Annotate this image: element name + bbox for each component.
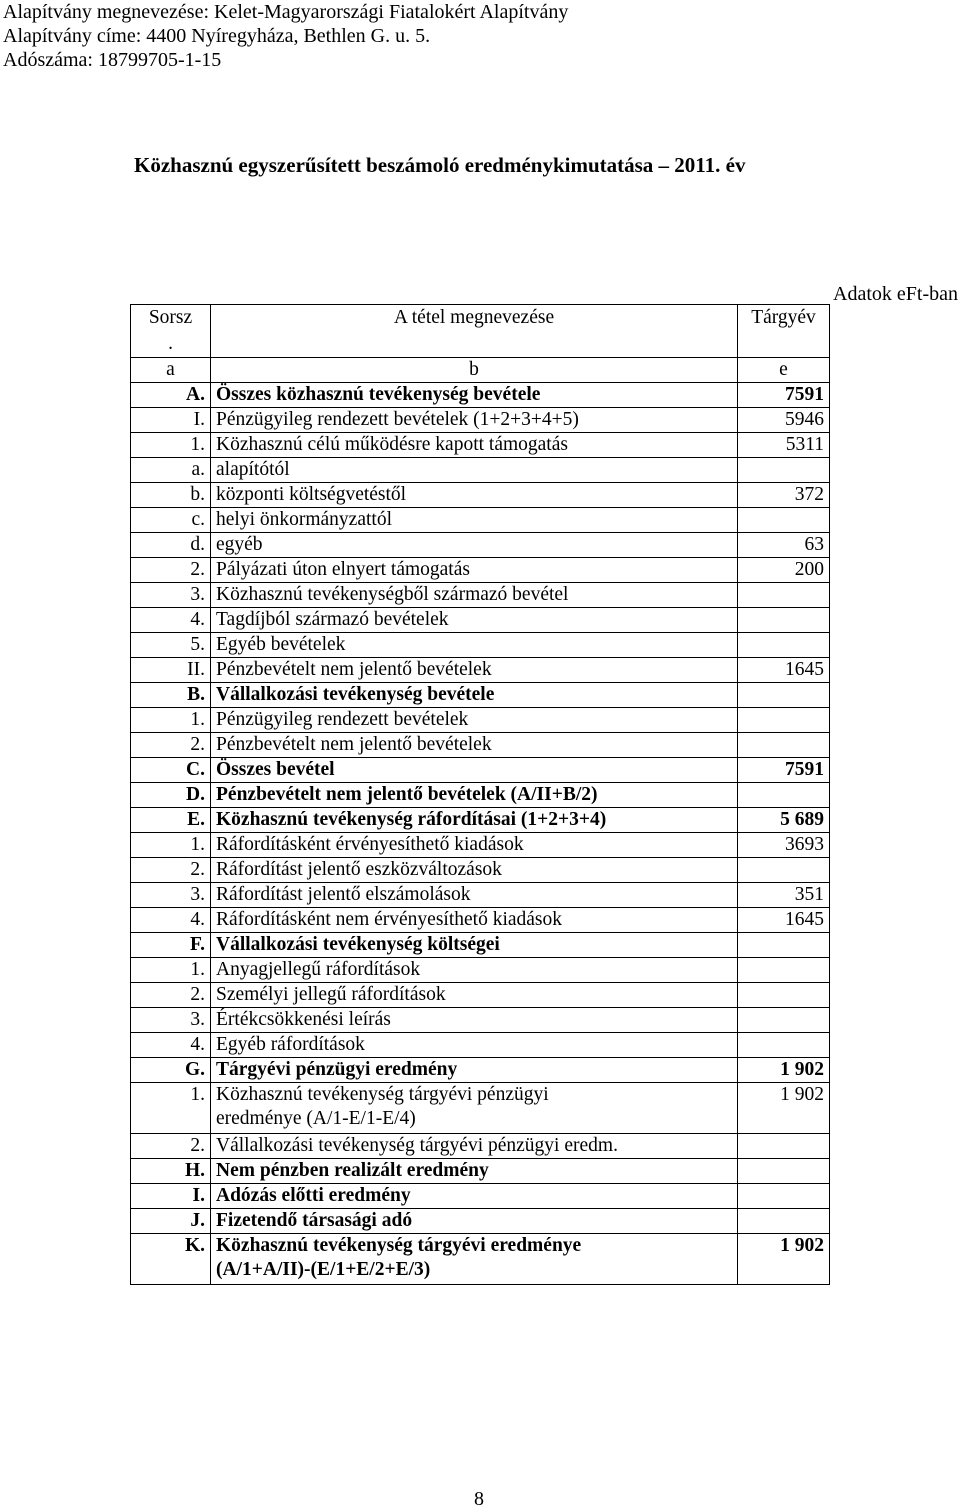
row-number: I. [131, 408, 211, 433]
table-row [131, 833, 830, 858]
table-row [131, 508, 830, 533]
table-row [131, 983, 830, 1008]
table-row [131, 733, 830, 758]
row-label: Ráfordításként érvényesíthető kiadások [211, 833, 738, 858]
row-label: Összes közhasznú tevékenység bevétele [211, 383, 738, 408]
table-row [131, 433, 830, 458]
row-label: Adózás előtti eredmény [211, 1184, 738, 1209]
row-value: 1 902 [738, 1234, 830, 1285]
row-label: Személyi jellegű ráfordítások [211, 983, 738, 1008]
table-row [131, 633, 830, 658]
row-number: H. [131, 1159, 211, 1184]
foundation-name: Alapítvány megnevezése: Kelet-Magyarországi Fiatalokért Alapítvány [3, 1, 569, 23]
row-number: 4. [131, 1033, 211, 1058]
row-value [738, 783, 830, 808]
table-row [131, 658, 830, 683]
row-value [738, 1209, 830, 1234]
row-value [738, 1008, 830, 1033]
table-row [131, 783, 830, 808]
table-row [131, 1134, 830, 1159]
row-value [738, 633, 830, 658]
row-number: b. [131, 483, 211, 508]
row-number: 1. [131, 708, 211, 733]
row-label [211, 1234, 738, 1285]
row-value: 7591 [738, 758, 830, 783]
row-label: Egyéb bevételek [211, 633, 738, 658]
row-label: Pénzbevételt nem jelentő bevételek [211, 658, 738, 683]
row-number: 4. [131, 608, 211, 633]
table-row [131, 608, 830, 633]
row-label: Ráfordítást jelentő elszámolások [211, 883, 738, 908]
row-number: 2. [131, 733, 211, 758]
row-number: E. [131, 808, 211, 833]
table-row [131, 858, 830, 883]
col-header-sorsz: Sorsz . [131, 305, 211, 358]
row-number: I. [131, 1184, 211, 1209]
row-label: Pénzügyileg rendezett bevételek (1+2+3+4+5) [211, 408, 738, 433]
row-number: 3. [131, 583, 211, 608]
row-number: K. [131, 1234, 211, 1285]
col-letter-a: a [131, 358, 211, 383]
row-label: helyi önkormányzattól [211, 508, 738, 533]
row-label-line2: eredménye (A/1-E/1-E/4) [216, 1108, 416, 1129]
row-value: 372 [738, 483, 830, 508]
row-number: G. [131, 1058, 211, 1083]
row-number: 2. [131, 983, 211, 1008]
table-letter-row [131, 358, 830, 383]
row-number: c. [131, 508, 211, 533]
table-row [131, 1209, 830, 1234]
row-value [738, 1033, 830, 1058]
row-number: D. [131, 783, 211, 808]
row-number: 3. [131, 883, 211, 908]
row-label: központi költségvetéstől [211, 483, 738, 508]
row-label: Pénzbevételt nem jelentő bevételek (A/II+B/2) [211, 783, 738, 808]
row-value: 5311 [738, 433, 830, 458]
row-number: 3. [131, 1008, 211, 1033]
row-label: egyéb [211, 533, 738, 558]
table-row [131, 558, 830, 583]
row-value: 63 [738, 533, 830, 558]
row-number: 2. [131, 858, 211, 883]
row-value: 5 689 [738, 808, 830, 833]
row-label-line1: Közhasznú tevékenység tárgyévi eredménye [216, 1235, 582, 1256]
row-number: d. [131, 533, 211, 558]
row-label: Közhasznú tevékenységből származó bevétel [211, 583, 738, 608]
table-row [131, 1058, 830, 1083]
row-value [738, 683, 830, 708]
col-letter-b: b [211, 358, 738, 383]
row-value [738, 1184, 830, 1209]
row-number: 5. [131, 633, 211, 658]
row-label-line1: Közhasznú tevékenység tárgyévi pénzügyi [216, 1084, 549, 1105]
row-value [738, 958, 830, 983]
row-number: J. [131, 1209, 211, 1234]
row-label: Tagdíjból származó bevételek [211, 608, 738, 633]
row-value: 7591 [738, 383, 830, 408]
row-label: Vállalkozási tevékenység tárgyévi pénzügyi eredm. [211, 1134, 738, 1159]
row-number: 2. [131, 1134, 211, 1159]
table-row [131, 808, 830, 833]
row-value [738, 708, 830, 733]
table-row [131, 1184, 830, 1209]
table-row [131, 583, 830, 608]
table-row [131, 1033, 830, 1058]
table-row [131, 458, 830, 483]
row-label: alapítótól [211, 458, 738, 483]
row-label: Ráfordításként nem érvényesíthető kiadások [211, 908, 738, 933]
units-note: Adatok eFt-ban [833, 283, 958, 305]
row-label: Pályázati úton elnyert támogatás [211, 558, 738, 583]
col-header-year: Tárgyév [738, 305, 830, 358]
row-label: Vállalkozási tevékenység bevétele [211, 683, 738, 708]
row-value: 3693 [738, 833, 830, 858]
row-value [738, 458, 830, 483]
row-value [738, 508, 830, 533]
tax-number: Adószáma: 18799705-1-15 [3, 49, 222, 71]
row-label: Pénzbevételt nem jelentő bevételek [211, 733, 738, 758]
col-letter-e: e [738, 358, 830, 383]
foundation-address: Alapítvány címe: 4400 Nyíregyháza, Bethlen G. u. 5. [3, 25, 431, 47]
row-label-line2: (A/1+A/II)-(E/1+E/2+E/3) [216, 1259, 431, 1280]
row-label: Fizetendő társasági adó [211, 1209, 738, 1234]
page-number: 8 [474, 1488, 484, 1510]
table-row [131, 1083, 830, 1134]
row-value: 1 902 [738, 1058, 830, 1083]
table-row [131, 683, 830, 708]
row-value: 1645 [738, 658, 830, 683]
row-label: Nem pénzben realizált eredmény [211, 1159, 738, 1184]
report-table [130, 304, 830, 1285]
row-label: Ráfordítást jelentő eszközváltozások [211, 858, 738, 883]
row-value [738, 1134, 830, 1159]
row-number: 4. [131, 908, 211, 933]
row-number: 2. [131, 558, 211, 583]
table-row [131, 708, 830, 733]
row-value: 1645 [738, 908, 830, 933]
row-value [738, 583, 830, 608]
table-row [131, 908, 830, 933]
table-row [131, 533, 830, 558]
row-value: 5946 [738, 408, 830, 433]
row-number: 1. [131, 833, 211, 858]
table-row [131, 883, 830, 908]
row-number: 1. [131, 433, 211, 458]
row-label: Közhasznú tevékenység ráfordításai (1+2+3+4) [211, 808, 738, 833]
row-label: Pénzügyileg rendezett bevételek [211, 708, 738, 733]
row-number: 1. [131, 958, 211, 983]
row-number: 1. [131, 1083, 211, 1134]
row-number: a. [131, 458, 211, 483]
table-row [131, 1234, 830, 1285]
row-number: C. [131, 758, 211, 783]
row-value [738, 608, 830, 633]
row-value [738, 733, 830, 758]
row-value: 351 [738, 883, 830, 908]
row-label: Tárgyévi pénzügyi eredmény [211, 1058, 738, 1083]
row-value [738, 1159, 830, 1184]
row-number: A. [131, 383, 211, 408]
report-title: Közhasznú egyszerűsített beszámoló eredménykimutatása – 2011. év [134, 153, 746, 177]
table-row [131, 408, 830, 433]
table-row [131, 1159, 830, 1184]
table-row [131, 958, 830, 983]
row-label: Anyagjellegű ráfordítások [211, 958, 738, 983]
row-label: Összes bevétel [211, 758, 738, 783]
row-label: Vállalkozási tevékenység költségei [211, 933, 738, 958]
row-label: Egyéb ráfordítások [211, 1033, 738, 1058]
row-value: 200 [738, 558, 830, 583]
row-label: Értékcsökkenési leírás [211, 1008, 738, 1033]
row-number: II. [131, 658, 211, 683]
table-row [131, 383, 830, 408]
row-value [738, 983, 830, 1008]
table-header-row [131, 305, 830, 358]
row-value: 1 902 [738, 1083, 830, 1134]
row-number: F. [131, 933, 211, 958]
row-value [738, 858, 830, 883]
table-row [131, 1008, 830, 1033]
row-label [211, 1083, 738, 1134]
row-number: B. [131, 683, 211, 708]
table-row [131, 483, 830, 508]
row-value [738, 933, 830, 958]
table-row [131, 758, 830, 783]
row-label: Közhasznú célú működésre kapott támogatás [211, 433, 738, 458]
col-header-name: A tétel megnevezése [211, 305, 738, 358]
table-row [131, 933, 830, 958]
